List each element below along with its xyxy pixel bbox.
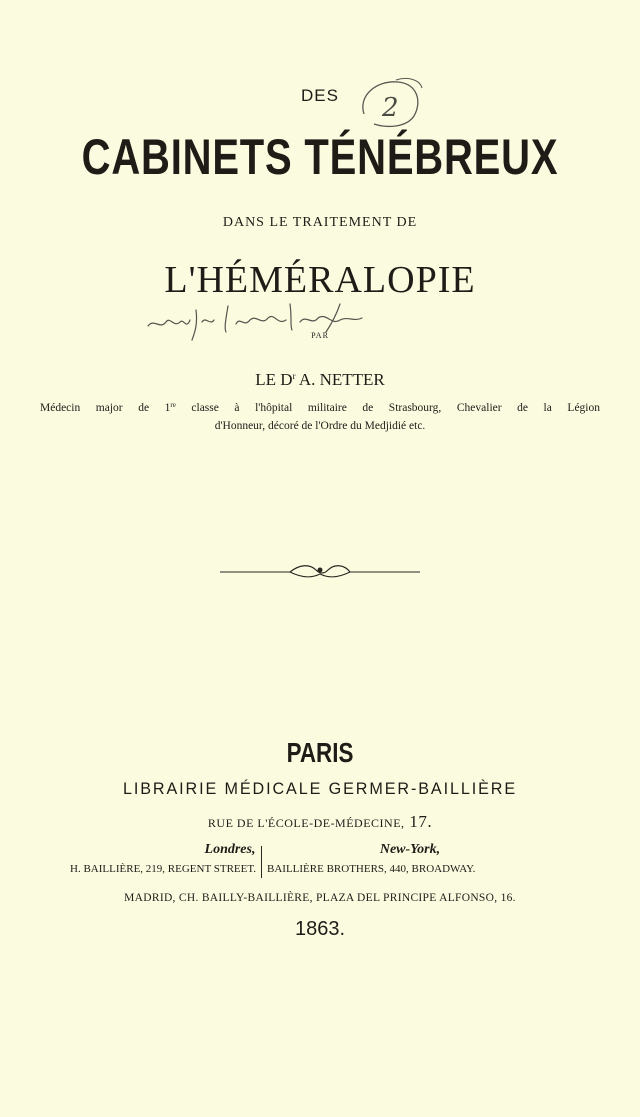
address-number: 17. xyxy=(404,812,433,831)
author-prefix: LE D xyxy=(255,370,293,389)
desc-line1-sup: re xyxy=(170,401,176,409)
ornament-divider xyxy=(220,562,420,582)
stamp-number: 2 xyxy=(382,93,399,123)
main-title: CABINETS TÉNÉBREUX xyxy=(81,129,559,185)
title-prefix: DES xyxy=(301,86,339,105)
pencil-stamp-number xyxy=(356,74,426,134)
publisher-address xyxy=(0,812,640,832)
author-description-line-2: d'Honneur, décoré de l'Ordre du Medjidié etc. xyxy=(214,420,426,432)
publisher-city: PARIS xyxy=(286,737,354,768)
par-label: PAR xyxy=(311,331,329,340)
branch-newyork-city: New-York, xyxy=(379,842,441,857)
branch-newyork-address: BAILLIÈRE BROTHERS, 440, BROADWAY. xyxy=(267,863,476,875)
branch-london-address: H. BAILLIÈRE, 219, REGENT STREET. xyxy=(70,863,256,875)
branch-divider xyxy=(261,846,262,878)
address-prefix: RUE DE L'ÉCOLE-DE-MÉDECINE, xyxy=(207,816,405,830)
author-name: A. NETTER xyxy=(295,370,385,389)
subtitle-line: DANS LE TRAITEMENT DE xyxy=(222,215,418,230)
branch-madrid: MADRID, CH. BAILLY-BAILLIÈRE, PLAZA DEL PRINCIPE ALFONSO, 16. xyxy=(124,892,516,904)
subject-title: L'HÉMÉRALOPIE xyxy=(164,259,476,301)
author-line xyxy=(0,370,640,390)
publisher-name: LIBRAIRIE MÉDICALE GERMER-BAILLIÈRE xyxy=(122,779,518,798)
desc-line1-start: Médecin major de 1 xyxy=(40,402,171,414)
author-sup: r xyxy=(292,371,296,381)
branch-london-city: Londres, xyxy=(204,842,256,857)
desc-line1-end: classe à l'hôpital militaire de Strasbourg, Chevalier de la Légion xyxy=(175,402,600,414)
publication-year: 1863. xyxy=(294,918,346,940)
author-description-line-1 xyxy=(40,401,600,414)
